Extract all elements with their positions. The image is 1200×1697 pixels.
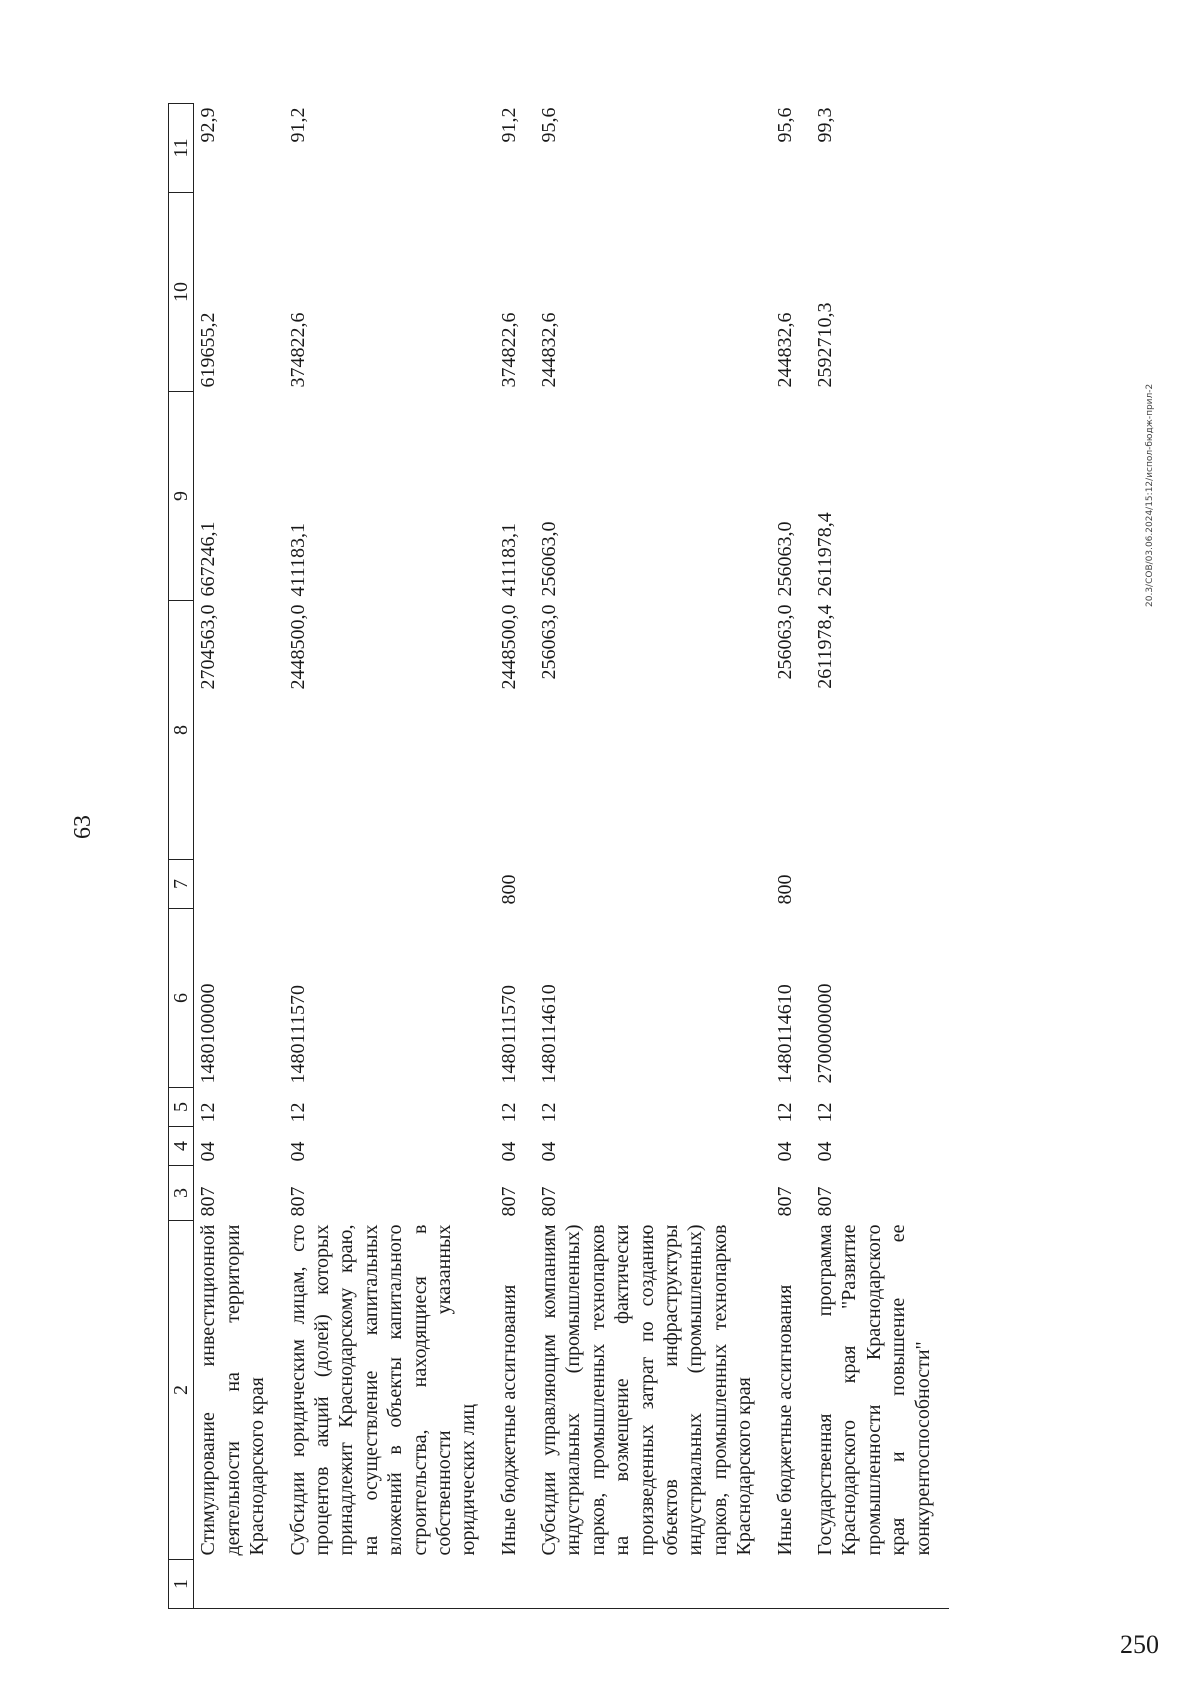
row-section: 04 [538, 1141, 561, 1162]
budget-table [168, 103, 949, 1609]
row-approved-amount: 256063,0 [538, 604, 561, 680]
row-approved-amount: 2611978,4 [813, 604, 836, 689]
header-col-2: 2 [169, 1221, 194, 1560]
row-plan-amount: 667246,1 [197, 521, 220, 597]
row-subsection: 12 [773, 1102, 796, 1123]
row-executed-amount: 374822,6 [286, 312, 309, 388]
row-description: Субсидии управляющим компаниям индустриальных (промышленных) парков, промышленных технопарков на возмещение фактически произведенных затрат по созданию объектов инфраструктуры индустриальных (промышленных) парков, промышленных технопарков Краснодарского края [538, 1224, 756, 1556]
header-col-8: 8 [169, 601, 194, 860]
row-section: 04 [773, 1141, 796, 1162]
row-approved-amount: 2448500,0 [497, 604, 520, 690]
row-percent: 95,6 [773, 107, 796, 143]
table-row [771, 104, 811, 1609]
row-approved-amount: 2704563,0 [197, 604, 220, 690]
row-ministry-code: 807 [773, 1186, 796, 1217]
row-col-1 [194, 1560, 284, 1609]
row-col-1 [535, 1560, 771, 1609]
row-executed-amount: 244832,6 [773, 312, 796, 388]
row-expense-type [811, 860, 949, 909]
row-percent: 91,2 [286, 107, 309, 143]
row-section: 04 [497, 1141, 520, 1162]
table-row [284, 104, 495, 1609]
row-target-article: 1480114610 [773, 984, 796, 1084]
row-col-1 [771, 1560, 811, 1609]
header-col-1: 1 [169, 1560, 194, 1609]
header-col-3: 3 [169, 1166, 194, 1221]
row-description: Стимулирование инвестиционной деятельности на территории Краснодарского края [197, 1224, 269, 1556]
row-plan-amount: 411183,1 [286, 522, 309, 597]
row-description: Иные бюджетные ассигнования [773, 1284, 796, 1556]
row-description: Иные бюджетные ассигнования [497, 1284, 520, 1556]
row-expense-type [194, 860, 284, 909]
row-subsection: 12 [538, 1102, 561, 1123]
row-ministry-code: 807 [813, 1186, 836, 1217]
row-section: 04 [813, 1141, 836, 1162]
row-plan-amount: 256063,0 [538, 521, 561, 597]
row-subsection: 12 [813, 1102, 836, 1123]
header-col-6: 6 [169, 909, 194, 1088]
row-col-1 [495, 1560, 535, 1609]
document-footer-code: 20.3/СОВ/03.06.2024/15:12/испол-бюдж-прил-2 [1145, 383, 1155, 607]
table-row [811, 104, 949, 1609]
row-approved-amount: 2448500,0 [286, 604, 309, 690]
header-col-11: 11 [169, 104, 194, 193]
row-expense-type [284, 860, 495, 909]
row-executed-amount: 619655,2 [197, 312, 220, 388]
row-percent: 99,3 [813, 107, 836, 143]
row-plan-amount: 411183,1 [497, 522, 520, 597]
row-col-1 [811, 1560, 949, 1609]
page-number: 63 [70, 815, 96, 839]
row-section: 04 [286, 1141, 309, 1162]
row-subsection: 12 [197, 1102, 220, 1123]
row-percent: 95,6 [538, 107, 561, 143]
row-target-article: 1480111570 [497, 984, 520, 1084]
row-expense-type: 800 [773, 874, 796, 905]
header-col-7: 7 [169, 860, 194, 909]
row-ministry-code: 807 [197, 1186, 220, 1217]
row-section: 04 [197, 1141, 220, 1162]
row-percent: 91,2 [497, 107, 520, 143]
row-executed-amount: 244832,6 [538, 312, 561, 388]
row-ministry-code: 807 [286, 1186, 309, 1217]
row-subsection: 12 [497, 1102, 520, 1123]
table-row [495, 104, 535, 1609]
table-header-row [169, 104, 194, 1609]
row-target-article: 1480111570 [286, 984, 309, 1084]
header-col-9: 9 [169, 392, 194, 601]
row-executed-amount: 374822,6 [497, 312, 520, 388]
table-row [194, 104, 284, 1609]
row-expense-type [535, 860, 771, 909]
row-expense-type: 800 [497, 874, 520, 905]
header-col-5: 5 [169, 1088, 194, 1127]
row-target-article: 1480114610 [538, 984, 561, 1084]
row-executed-amount: 2592710,3 [813, 302, 836, 388]
row-ministry-code: 807 [538, 1186, 561, 1217]
row-ministry-code: 807 [497, 1186, 520, 1217]
row-col-1 [284, 1560, 495, 1609]
row-approved-amount: 256063,0 [773, 604, 796, 680]
row-description: Субсидии юридическим лицам, сто процентов акций (долей) которых принадлежит Краснодарскому краю, на осуществление капитальных вложений в объекты капитального строительства, находящиеся в собственности указанных юридических лиц [286, 1224, 480, 1556]
row-target-article: 1480100000 [197, 983, 220, 1084]
row-percent: 92,9 [197, 107, 220, 143]
row-description: Государственная программа Краснодарского края "Развитие промышленности Краснодарского края и повышение ее конкурентоспособности" [813, 1224, 934, 1556]
header-col-4: 4 [169, 1127, 194, 1166]
table-row [535, 104, 771, 1609]
row-subsection: 12 [286, 1102, 309, 1123]
row-plan-amount: 256063,0 [773, 521, 796, 597]
row-plan-amount: 2611978,4 [813, 512, 836, 597]
row-target-article: 2700000000 [813, 983, 836, 1084]
header-col-10: 10 [169, 193, 194, 392]
sheet-number: 250 [1120, 1630, 1159, 1659]
